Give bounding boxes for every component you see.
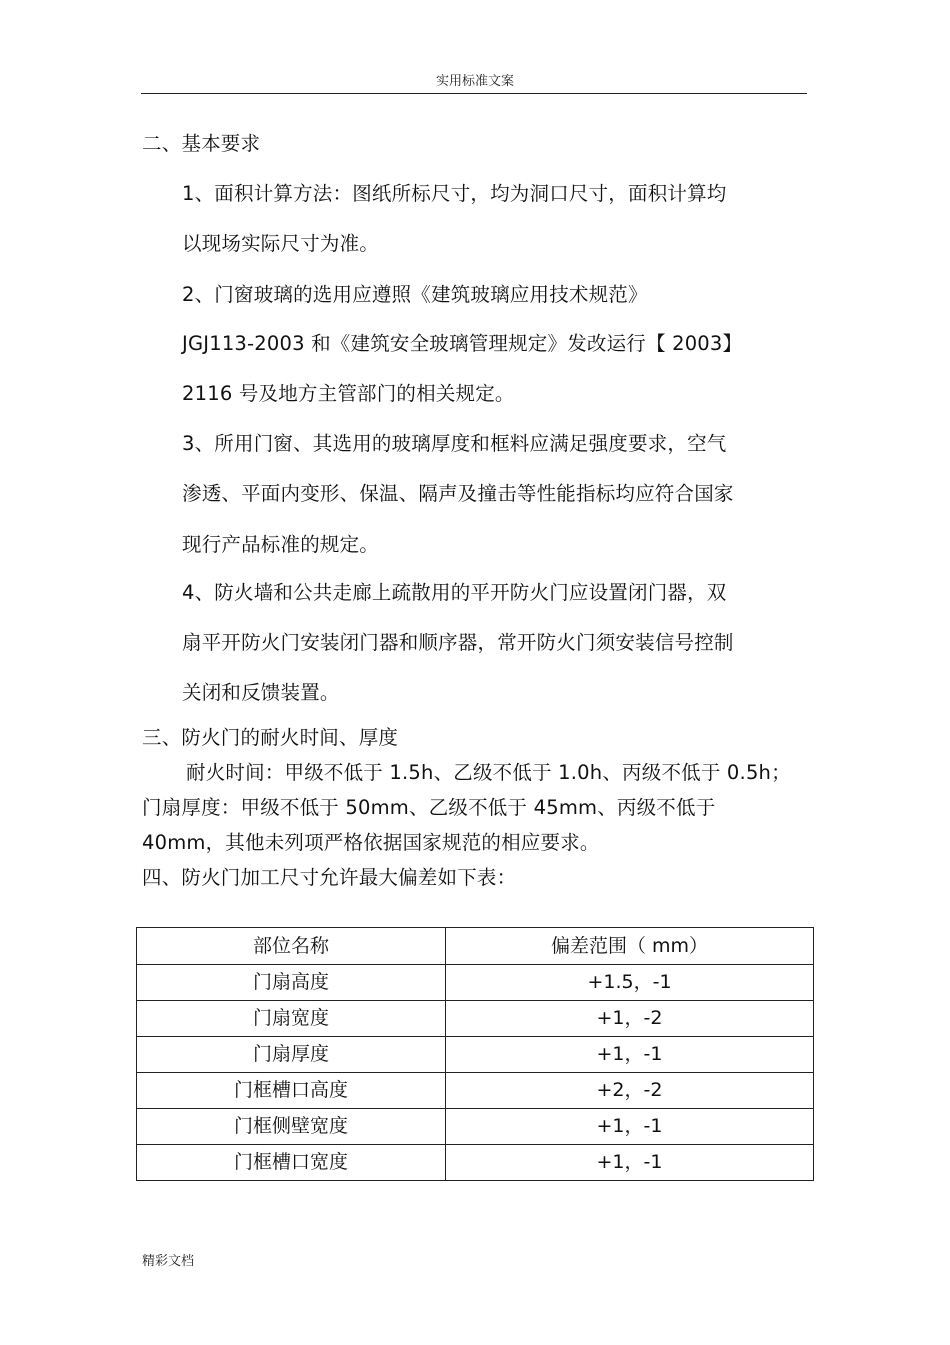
paragraph-line: 40mm，其他未列项严格依据国家规范的相应要求。 [142, 831, 600, 854]
table-row [137, 965, 814, 1001]
paragraph-line: 2116 号及地方主管部门的相关规定。 [182, 382, 515, 405]
paragraph-line: 门扇厚度：甲级不低于 50mm、乙级不低于 45mm、丙级不低于 [142, 796, 716, 819]
table-header-row [137, 928, 814, 965]
paragraph-line: JGJ113-2003 和《建筑安全玻璃管理规定》发改运行【 2003】 [182, 332, 743, 355]
part-name-cell: 门框槽口高度 [137, 1073, 446, 1109]
part-name-cell: 门扇厚度 [137, 1037, 446, 1073]
paragraph-line: 现行产品标准的规定。 [182, 533, 380, 556]
tolerance-cell: +2，-2 [446, 1073, 814, 1109]
tolerance-cell: +1，-1 [446, 1145, 814, 1181]
paragraph-line: 关闭和反馈装置。 [182, 681, 340, 704]
paragraph-line: 2、门窗玻璃的选用应遵照《建筑玻璃应用技术规范》 [182, 283, 648, 306]
tolerance-cell: +1，-2 [446, 1001, 814, 1037]
paragraph-line: 3、所用门窗、其选用的玻璃厚度和框料应满足强度要求，空气 [182, 432, 727, 455]
table-row [137, 1109, 814, 1145]
table-row [137, 1073, 814, 1109]
table-row [137, 1037, 814, 1073]
part-name-cell: 门扇宽度 [137, 1001, 446, 1037]
column-header: 偏差范围（ mm） [446, 928, 814, 965]
paragraph-line: 渗透、平面内变形、保温、隔声及撞击等性能指标均应符合国家 [182, 482, 734, 505]
table-row [137, 1145, 814, 1181]
page-header: 实用标准文案 [435, 74, 514, 89]
part-name-cell: 门框槽口宽度 [137, 1145, 446, 1181]
section-heading-basic-requirements: 二、基本要求 [142, 132, 261, 155]
tolerance-table [136, 927, 814, 1181]
part-name-cell: 门框侧壁宽度 [137, 1109, 446, 1145]
tolerance-cell: +1.5，-1 [446, 965, 814, 1001]
paragraph-line: 扇平开防火门安装闭门器和顺序器，常开防火门须安装信号控制 [182, 631, 734, 654]
column-header: 部位名称 [137, 928, 446, 965]
section-heading-fire-door: 三、防火门的耐火时间、厚度 [142, 726, 399, 749]
tolerance-cell: +1，-1 [446, 1109, 814, 1145]
part-name-cell: 门扇高度 [137, 965, 446, 1001]
page-footer: 精彩文档 [142, 1254, 195, 1269]
table-row [137, 1001, 814, 1037]
section-heading-tolerance: 四、防火门加工尺寸允许最大偏差如下表： [142, 866, 517, 889]
header-divider [141, 93, 807, 94]
paragraph-line: 1、面积计算方法：图纸所标尺寸，均为洞口尺寸，面积计算均 [182, 182, 727, 205]
paragraph-line: 以现场实际尺寸为准。 [182, 232, 380, 255]
tolerance-cell: +1，-1 [446, 1037, 814, 1073]
paragraph-line: 4、防火墙和公共走廊上疏散用的平开防火门应设置闭门器，双 [182, 581, 727, 604]
paragraph-line: 耐火时间：甲级不低于 1.5h、乙级不低于 1.0h、丙级不低于 0.5h； [186, 761, 791, 784]
